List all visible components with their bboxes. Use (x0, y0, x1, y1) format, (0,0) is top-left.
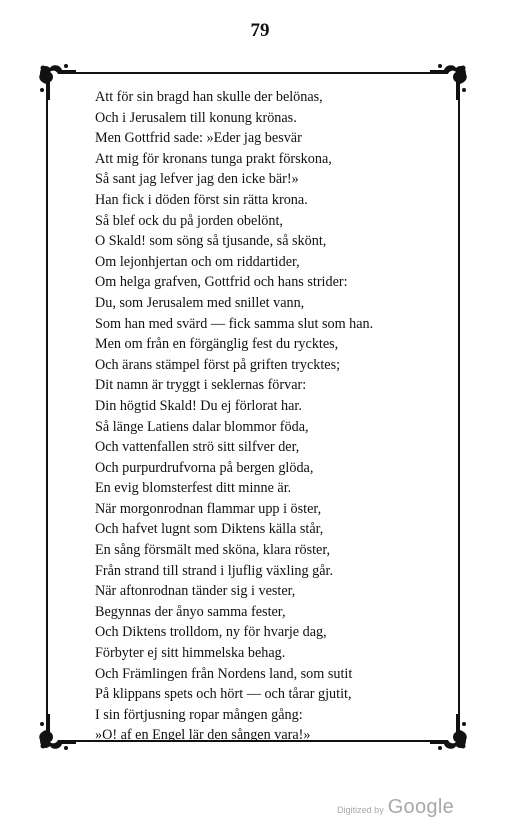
poem-line: En sång försmält med sköna, klara röster, (95, 542, 331, 559)
frame-rule-top (72, 72, 434, 74)
poem-line: Från strand till strand i ljuflig växling går. (95, 562, 334, 579)
poem-line: Så länge Latiens dalar blommor föda, (95, 418, 309, 435)
poem-line: Han fick i döden först sin rätta krona. (95, 191, 308, 208)
poem-line: Din högtid Skald! Du ej förlorat har. (95, 397, 302, 414)
poem-line: När morgonrodnan flammar upp i öster, (95, 500, 322, 517)
poem-line: Och ärans stämpel först på griften trycktes; (95, 356, 341, 373)
frame-rule-left (46, 98, 48, 716)
poem-line: Men Gottfrid sade: »Eder jag besvär (95, 130, 302, 147)
poem-line: »O! af en Engel lär den sången vara!» (95, 727, 311, 744)
poem-line: Du, som Jerusalem med snillet vann, (95, 294, 305, 311)
poem-line: Och vattenfallen strö sitt silfver der, (95, 439, 300, 456)
poem-line: I sin förtjusning ropar mången gång: (95, 706, 303, 723)
poem-line: Så blef ock du på jorden obelönt, (95, 212, 283, 229)
poem-line: Så sant jag lefver jag den icke bär!» (95, 171, 299, 188)
poem-line: Och Främlingen från Nordens land, som sutit (95, 665, 353, 682)
poem-line: O Skald! som söng så tjusande, så skönt, (95, 233, 327, 250)
corner-ornament-icon (36, 60, 80, 104)
poem-line: Men om från en förgänglig fest du rycktes, (95, 336, 339, 353)
poem-line: Att mig för kronans tunga prakt förskona, (95, 150, 332, 167)
poem-line: Begynnas der ånyo samma fester, (95, 603, 286, 620)
corner-ornament-icon (36, 710, 80, 754)
poem-line: Förbyter ej sitt himmelska behag. (95, 645, 286, 662)
poem-line: Och purpurdrufvorna på bergen glöda, (95, 459, 314, 476)
google-logo: Google (387, 796, 454, 818)
frame-rule-right (458, 98, 460, 716)
poem-line: Dit namn är tryggt i seklernas förvar: (95, 377, 307, 394)
poem-line: Och hafvet lugnt som Diktens källa står, (95, 521, 324, 538)
page-number: 79 (250, 20, 270, 41)
poem-line: Som han med svärd — fick samma slut som han. (95, 315, 374, 332)
poem-line: På klippans spets och hört — och tårar gjutit, (95, 686, 352, 703)
poem-line: En evig blomsterfest ditt minne är. (95, 480, 292, 497)
poem-line: Och i Jerusalem till konung krönas. (95, 109, 297, 126)
poem-line: Om lejonhjertan och om riddartider, (95, 253, 300, 270)
poem-line: När aftonrodnan tänder sig i vester, (95, 583, 296, 600)
poem-text (95, 87, 445, 746)
poem-line: Att för sin bragd han skulle der belönas, (95, 89, 323, 105)
digitized-watermark (337, 796, 454, 819)
poem-line: Och Diktens trolldom, ny för hvarje dag, (95, 624, 327, 641)
poem-line: Om helga grafven, Gottfrid och hans strider: (95, 274, 348, 291)
digitized-label: Digitized by (337, 805, 384, 815)
